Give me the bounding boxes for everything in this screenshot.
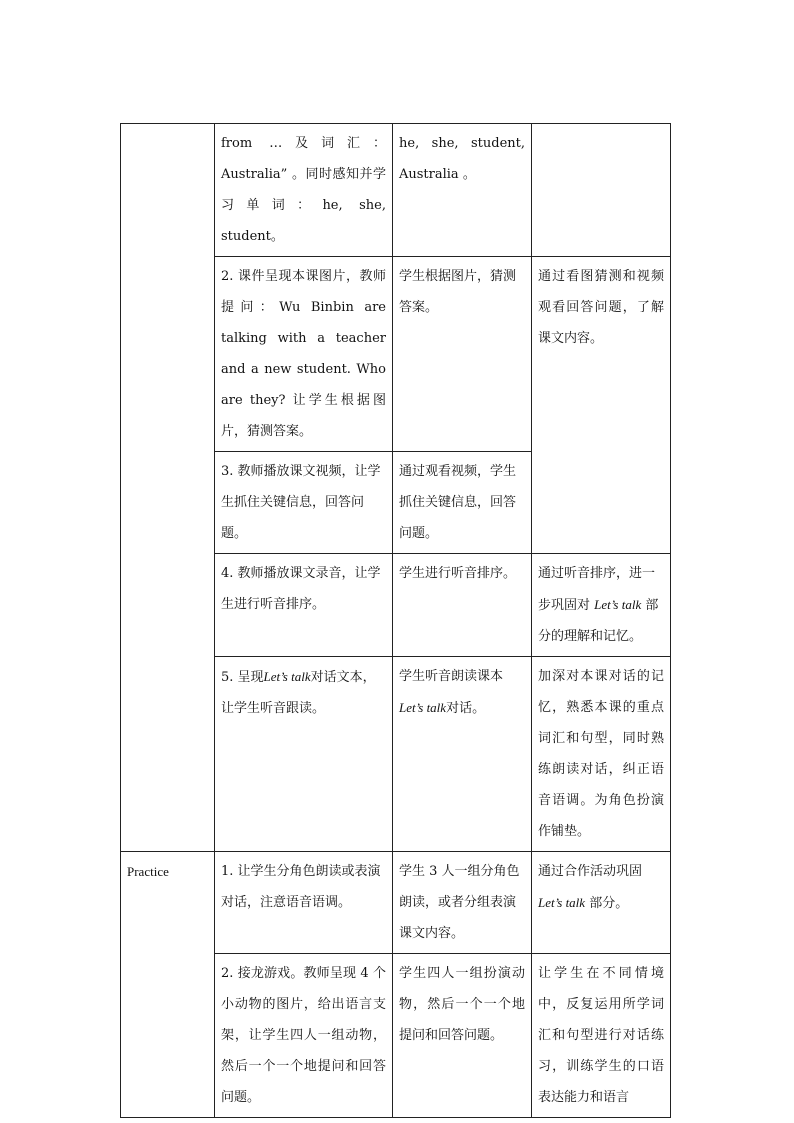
stage-cell: Practice	[121, 852, 215, 1118]
table-row	[121, 124, 671, 257]
activity-cell: 2. 课件呈现本课图片，教师提问：Wu Binbin are talking with a teacher and a new student. Who are they? 让学生根据图片，猜测答案。	[215, 257, 393, 452]
activity-text: 对话文本，让学生听音跟读。	[221, 670, 376, 716]
student-text: 学生听音朗读课本	[399, 669, 504, 684]
purpose-cell: 让学生在不同情境中，反复运用所学词汇和句型进行对话练习，训练学生的口语表达能力和语言	[532, 954, 671, 1118]
student-cell	[393, 657, 532, 852]
activity-cell: 4. 教师播放课文录音，让学生进行听音排序。	[215, 554, 393, 657]
activity-cell: 3. 教师播放课文视频，让学生抓住关键信息，回答问题。	[215, 452, 393, 554]
lesson-plan-table	[120, 123, 671, 1118]
activity-cell: from …及词汇：Australia” 。同时感知并学习单词：he, she, student。	[215, 124, 393, 257]
student-cell: 通过观看视频，学生抓住关键信息，回答问题。	[393, 452, 532, 554]
purpose-cell: 通过看图猜测和视频观看回答问题，了解课文内容。	[532, 257, 671, 554]
purpose-cell	[532, 124, 671, 257]
student-text: 对话。	[446, 701, 486, 716]
table-row	[121, 852, 671, 954]
lets-talk-emphasis: Let’s talk	[399, 700, 447, 715]
purpose-cell	[532, 852, 671, 954]
purpose-text: 通过合作活动巩固	[538, 864, 643, 879]
student-cell: 学生根据图片，猜测答案。	[393, 257, 532, 452]
purpose-text: 部分。	[585, 896, 629, 911]
student-cell: he, she, student, Australia 。	[393, 124, 532, 257]
purpose-cell: 加深对本课对话的记忆，熟悉本课的重点词汇和句型，同时熟练朗读对话，纠正语音语调。为角色扮演作铺垫。	[532, 657, 671, 852]
activity-cell: 2. 接龙游戏。教师呈现 4 个小动物的图片，给出语言支架，让学生四人一组动物，然后一个一个地提问和回答问题。	[215, 954, 393, 1118]
purpose-cell	[532, 554, 671, 657]
lets-talk-emphasis: Let’s talk	[594, 597, 642, 612]
purpose-text: 通过听音排序，进一步巩固对	[538, 566, 656, 613]
activity-cell: 1. 让学生分角色朗读或表演对话，注意语音语调。	[215, 852, 393, 954]
student-cell: 学生进行听音排序。	[393, 554, 532, 657]
lets-talk-emphasis: Let’s talk	[263, 669, 311, 684]
purpose-text: 部分的理解和记忆。	[538, 598, 659, 644]
student-cell: 学生四人一组扮演动物，然后一个一个地提问和回答问题。	[393, 954, 532, 1118]
lets-talk-emphasis: Let’s talk	[538, 895, 586, 910]
activity-text: 5. 呈现	[221, 670, 264, 685]
student-cell: 学生 3 人一组分角色朗读，或者分组表演课文内容。	[393, 852, 532, 954]
activity-cell	[215, 657, 393, 852]
stage-cell	[121, 124, 215, 852]
